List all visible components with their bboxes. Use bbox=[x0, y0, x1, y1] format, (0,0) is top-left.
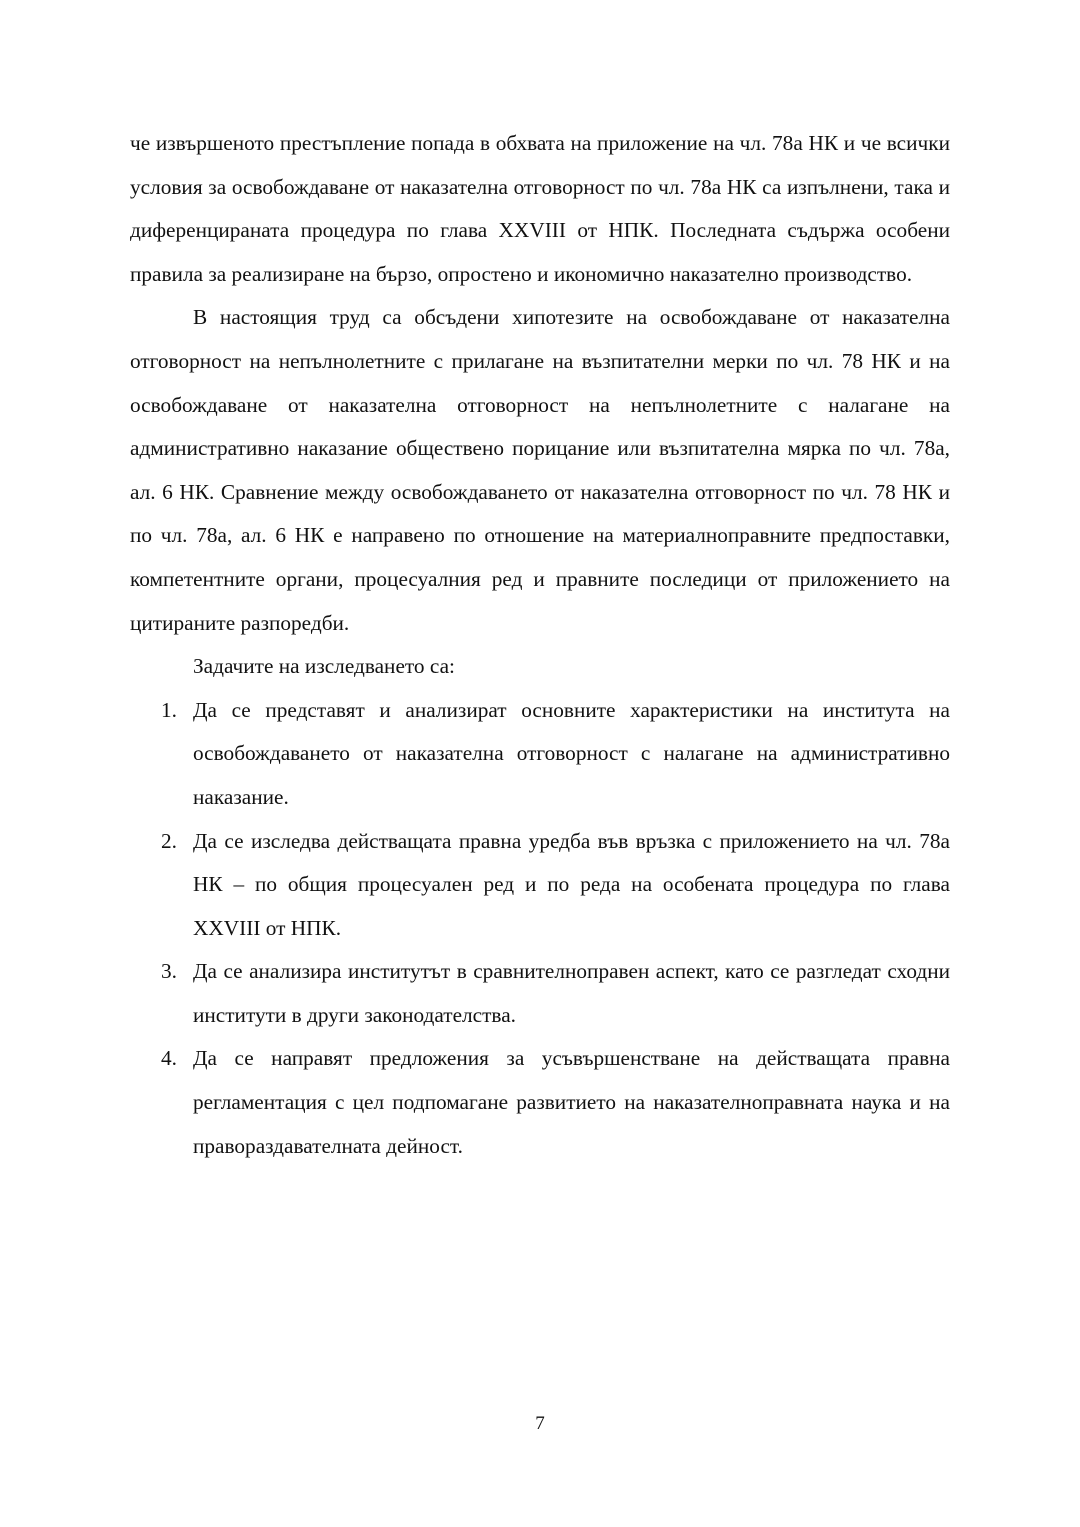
task-number: 2. bbox=[161, 828, 177, 853]
task-text: Да се анализира институтът в сравнителноправен аспект, като се разгледат сходни институти в други законодателства. bbox=[193, 959, 950, 1027]
task-text: Да се изследва действащата правна уредба във връзка с приложението на чл. 78а НК – по общия процесуален ред и по реда на особената процедура по глава XXVIII от НПК. bbox=[193, 828, 950, 940]
task-text: Да се направят предложения за усъвършенстване на действащата правна регламентация с цел подпомагане развитието на наказателноправната наука и на правораздавателната дейност. bbox=[193, 1046, 950, 1158]
tasks-heading: Задачите на изследването са: bbox=[193, 654, 455, 679]
task-item-4 bbox=[130, 1037, 950, 1168]
task-number: 4. bbox=[161, 1046, 177, 1071]
task-item-3 bbox=[130, 950, 950, 1037]
paragraph-continuation: че извършеното престъпление попада в обхвата на приложение на чл. 78а НК и че всички условия за освобождаване от наказателна отговорност по чл. 78а НК са изпълнени, така и диференцираната процедура по глава XXVIII от НПК. Последната съдържа особени правила за реализиране на бързо, опростено и икономично наказателно производство. bbox=[130, 131, 950, 286]
task-item-2 bbox=[130, 820, 950, 951]
paragraph-scope: В настоящия труд са обсъдени хипотезите на освобождаване от наказателна отговорност на непълнолетните с прилагане на възпитателни мерки по чл. 78 НК и на освобождаване от наказателна отговорност на непълнолетните с налагане на административно наказание обществено порицание или възпитателна мярка по чл. 78а, ал. 6 НК. Сравнение между освобождаването от наказателна отговорност по чл. 78 НК и по чл. 78а, ал. 6 НК е направено по отношение на материалноправните предпоставки, компетентните органи, процесуалния ред и правните последици от приложението на цитираните разпоредби. bbox=[130, 305, 950, 635]
tasks-list bbox=[130, 689, 950, 1169]
task-text: Да се представят и анализират основните характеристики на института на освобождаването от наказателна отговорност с налагане на административно наказание. bbox=[193, 697, 950, 809]
task-number: 3. bbox=[161, 959, 177, 984]
task-item-1 bbox=[130, 689, 950, 820]
document-page bbox=[130, 122, 950, 1168]
task-number: 1. bbox=[161, 697, 177, 722]
page-number: 7 bbox=[535, 1413, 545, 1434]
